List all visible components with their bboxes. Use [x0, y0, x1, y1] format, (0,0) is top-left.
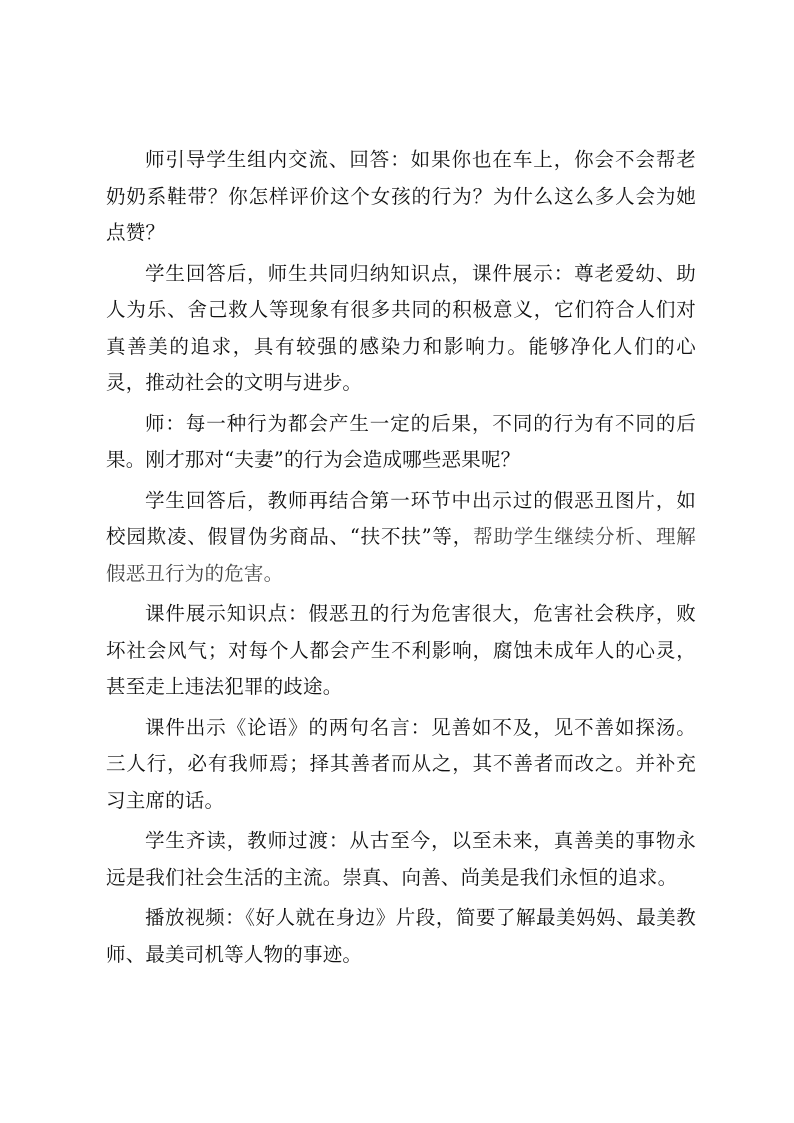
paragraph-5: 课件展示知识点：假恶丑的行为危害很大，危害社会秩序，败坏社会风气；对每个人都会产生不利影响，腐蚀未成年人的心灵，甚至走上违法犯罪的歧途。: [106, 602, 696, 698]
paragraph-4: [106, 483, 696, 593]
paragraph-3: 师：每一种行为都会产生一定的后果，不同的行为有不同的后果。刚才那对“夫妻”的行为会造成哪些恶果呢？: [106, 411, 696, 471]
paragraph-6: 课件出示《论语》的两句名言：见善如不及，见不善如探汤。三人行，必有我师焉；择其善者而从之，其不善者而改之。并补充习主席的话。: [106, 715, 696, 812]
paragraph-8: 播放视频：《好人就在身边》片段，简要了解最美妈妈、最美教师、最美司机等人物的事迹。: [106, 906, 696, 966]
paragraph-1: 师引导学生组内交流、回答：如果你也在车上，你会不会帮老奶奶系鞋带？你怎样评价这个女孩的行为？为什么这么多人会为她点赞？: [106, 148, 696, 244]
paragraph-4-part-b: 帮助学生继续分析、理解假恶丑行为的危害。: [106, 525, 696, 585]
paragraph-7: 学生齐读，教师过渡：从古至今，以至未来，真善美的事物永远是我们社会生活的主流。崇真、向善、尚美是我们永恒的追求。: [106, 829, 696, 889]
paragraph-4-part-a: 学生回答后，教师再结合第一环节中出示过的假恶丑图片，如校园欺凌、假冒伪劣商品、“扶不扶”等，: [106, 488, 696, 548]
document-body: [106, 142, 696, 977]
paragraph-2: 学生回答后，师生共同归纳知识点，课件展示：尊老爱幼、助人为乐、舍己救人等现象有很多共同的积极意义，它们符合人们对真善美的追求，具有较强的感染力和影响力。能够净化人们的心灵，推动社会的文明与进步。: [106, 261, 696, 394]
